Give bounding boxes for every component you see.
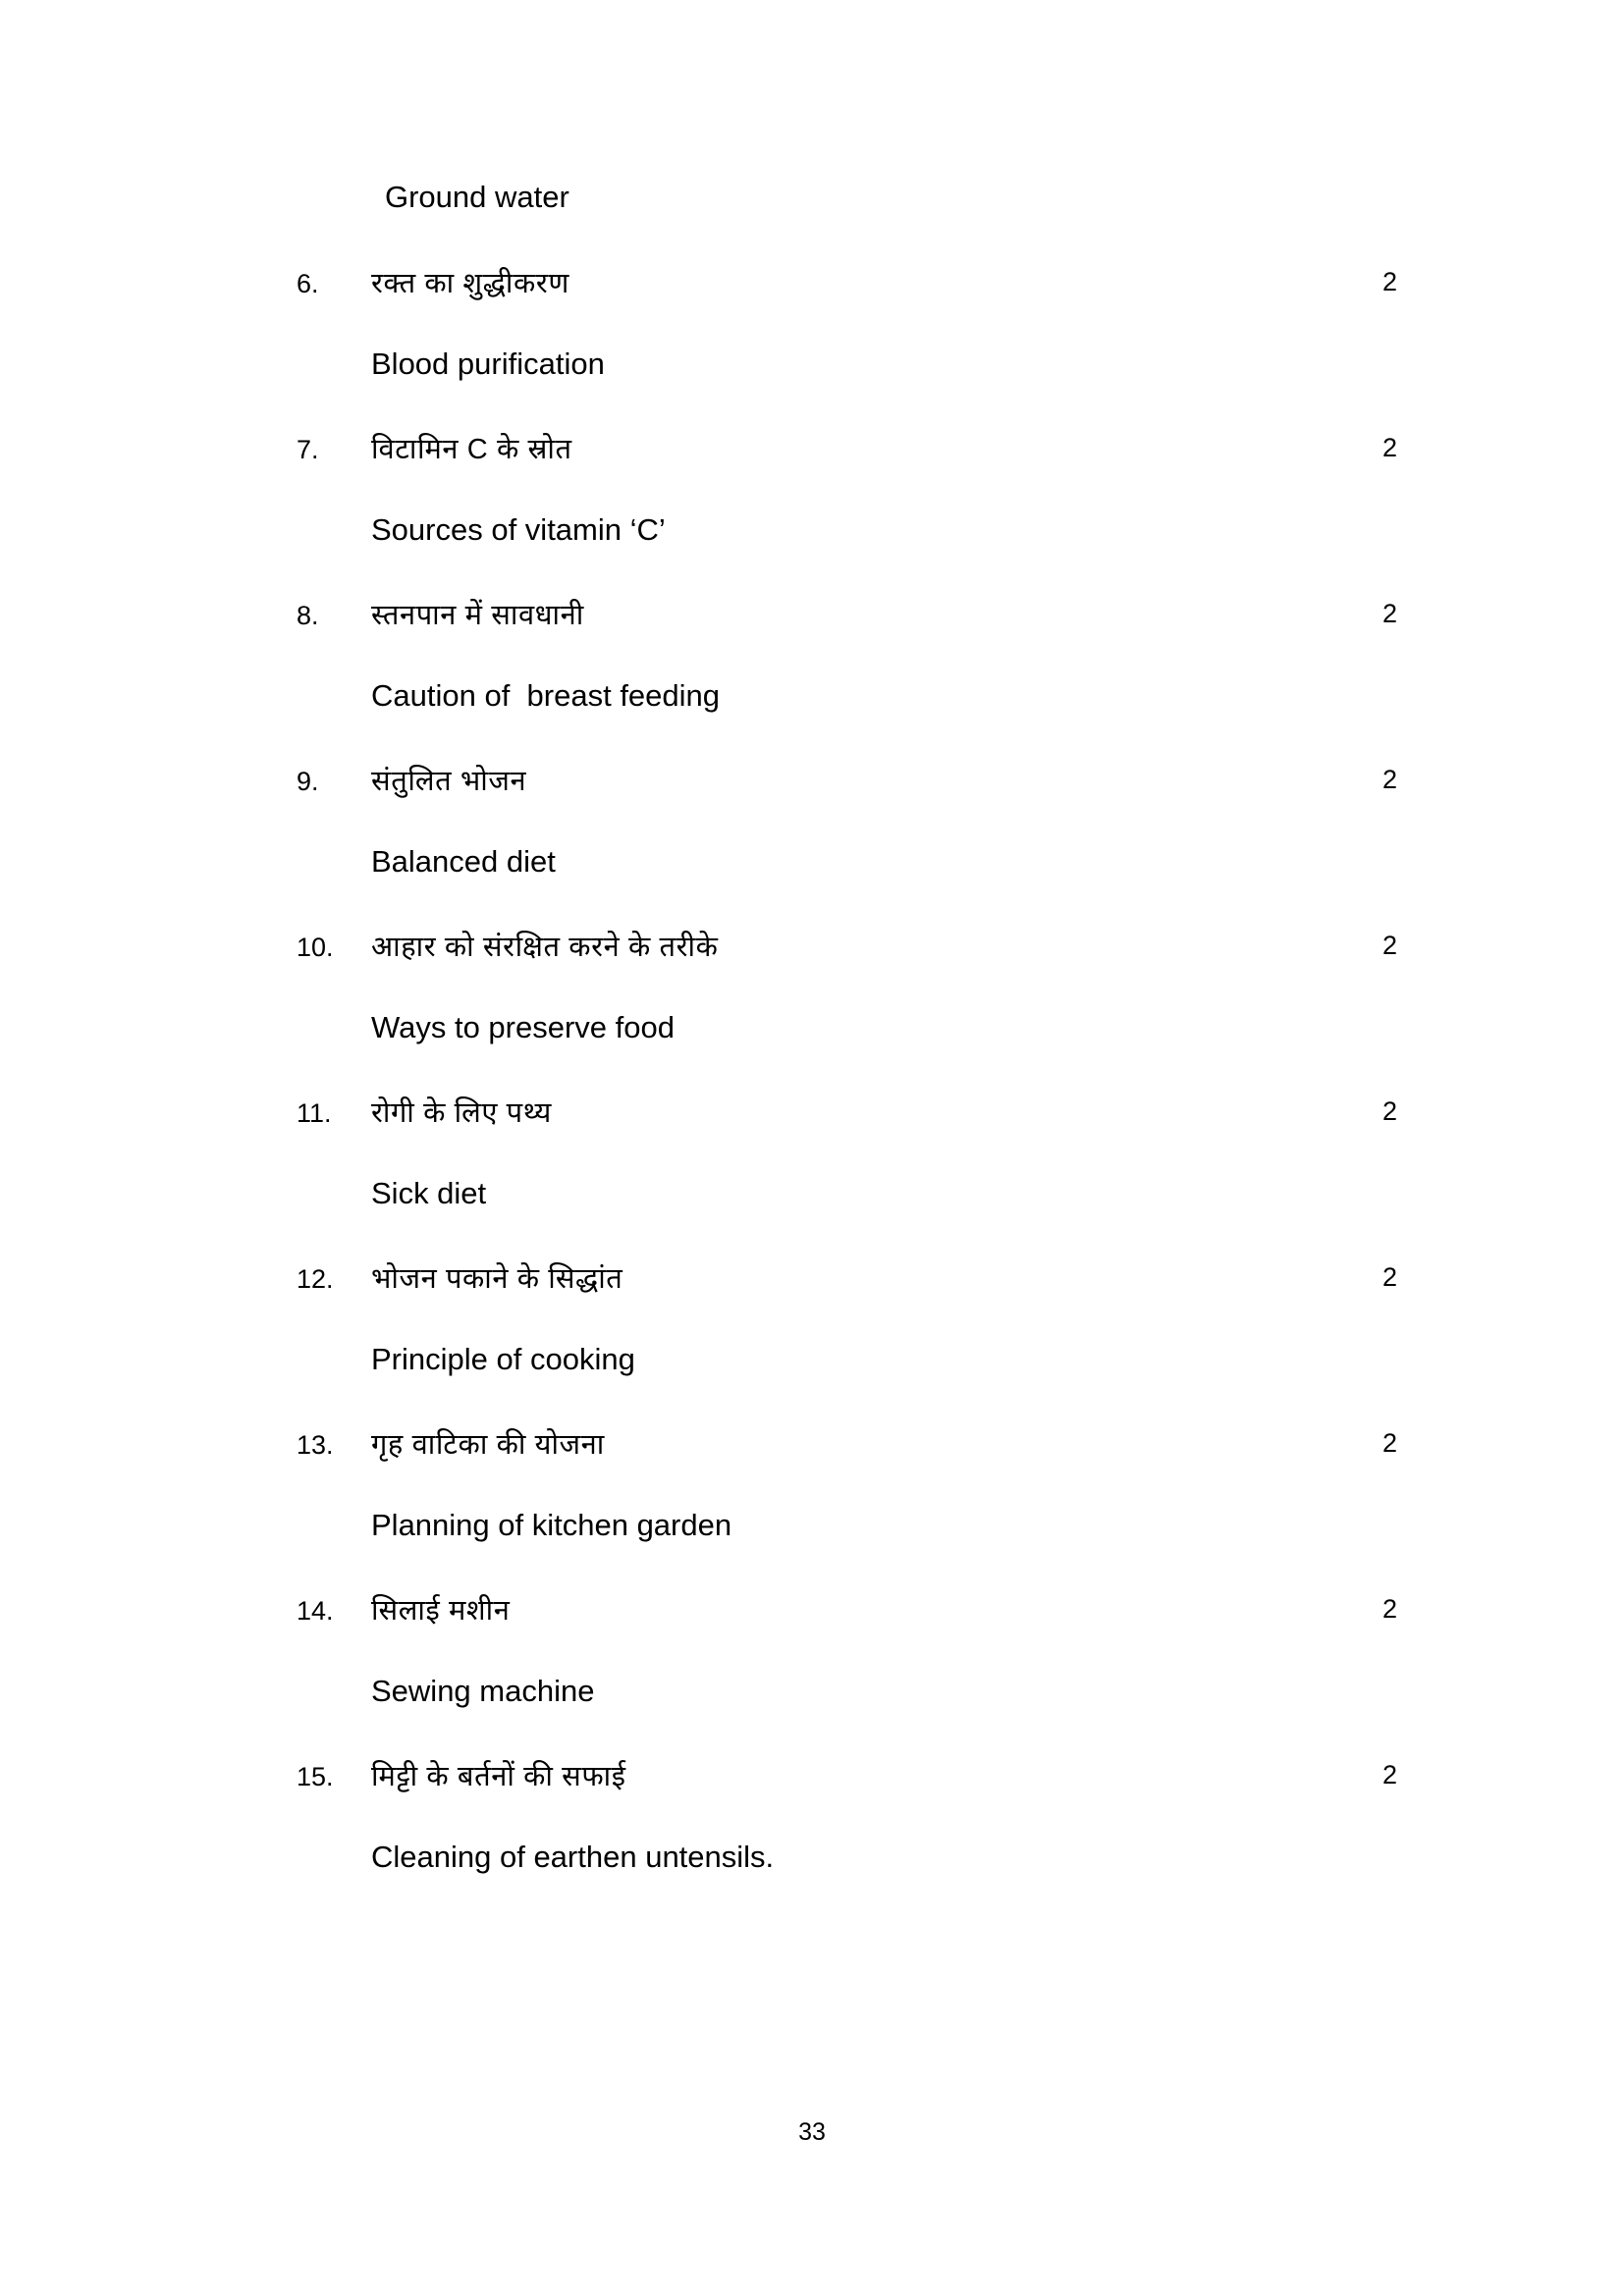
item-text-hindi: रोगी के लिए पथ्य [371,1097,552,1129]
item-number: 13. [297,1430,334,1460]
item-text-hindi: मिट्टी के बर्तनों की सफाई [371,1761,626,1792]
list-item [295,1424,1398,1543]
question-hindi-line [295,595,1398,633]
item-text-hindi: सिलाई मशीन [371,1595,511,1627]
question-hindi-line [295,761,1398,799]
list-item [295,761,1398,880]
item-marks: 2 [1382,1096,1398,1126]
question-hindi-line [295,1590,1398,1629]
item-marks: 2 [1382,931,1398,960]
item-marks: 2 [1382,267,1398,296]
question-hindi-line [295,1093,1398,1131]
item-text-english: Cleaning of earthen untensils. [371,1840,775,1874]
question-hindi-line [295,1424,1398,1463]
question-list [295,180,1398,1875]
question-hindi-line [295,429,1398,467]
list-item [295,263,1398,382]
item-text-english: Planning of kitchen garden [371,1508,732,1542]
item-number: 10. [297,933,334,962]
item-number: 11. [297,1098,332,1128]
item-number: 8. [297,601,319,630]
item-text-hindi: आहार को संरक्षित करने के तरीके [371,932,719,963]
item-text-hindi: स्तनपान में सावधानी [371,600,584,631]
question-hindi-line [295,263,1398,301]
item-marks: 2 [1382,1428,1398,1458]
item-marks: 2 [1382,599,1398,628]
page-number: 33 [798,2118,826,2146]
question-hindi-line [295,927,1398,965]
list-item [295,429,1398,548]
item-text-english: Principle of cooking [371,1342,635,1376]
item-text-hindi: रक्त का शुद्धीकरण [371,268,569,299]
item-text-english: Sources of vitamin ‘C’ [371,512,666,547]
question-hindi-line [295,1756,1398,1794]
question-hindi-line [295,1258,1398,1297]
item-marks: 2 [1382,1760,1398,1789]
item-text-hindi: विटामिन C के स्रोत [371,434,572,465]
item-text-hindi: भोजन पकाने के सिद्धांत [371,1263,623,1295]
item-text-english: Balanced diet [371,844,556,879]
item-marks: 2 [1382,1262,1398,1292]
item-marks: 2 [1382,433,1398,462]
item-number: 14. [297,1596,334,1626]
item-text-english: Sewing machine [371,1674,595,1708]
item-text-english: Blood purification [371,347,605,381]
item-number: 6. [297,269,319,298]
list-item [295,1258,1398,1377]
list-item [295,1093,1398,1211]
item-number: 15. [297,1762,334,1791]
list-item [295,1756,1398,1875]
item-number: 12. [297,1264,334,1294]
continuation-text: Ground water [385,180,569,214]
item-number: 7. [297,435,319,464]
item-number: 9. [297,767,319,796]
item-text-hindi: संतुलित भोजन [371,766,527,797]
list-item [295,595,1398,714]
list-item [295,927,1398,1045]
item-text-english: Ways to preserve food [371,1010,675,1044]
item-text-english: Sick diet [371,1176,487,1210]
item-marks: 2 [1382,765,1398,794]
item-text-english: Caution of breast feeding [371,678,721,713]
item-marks: 2 [1382,1594,1398,1624]
item-text-hindi: गृह वाटिका की योजना [371,1429,605,1461]
list-item [295,1590,1398,1709]
